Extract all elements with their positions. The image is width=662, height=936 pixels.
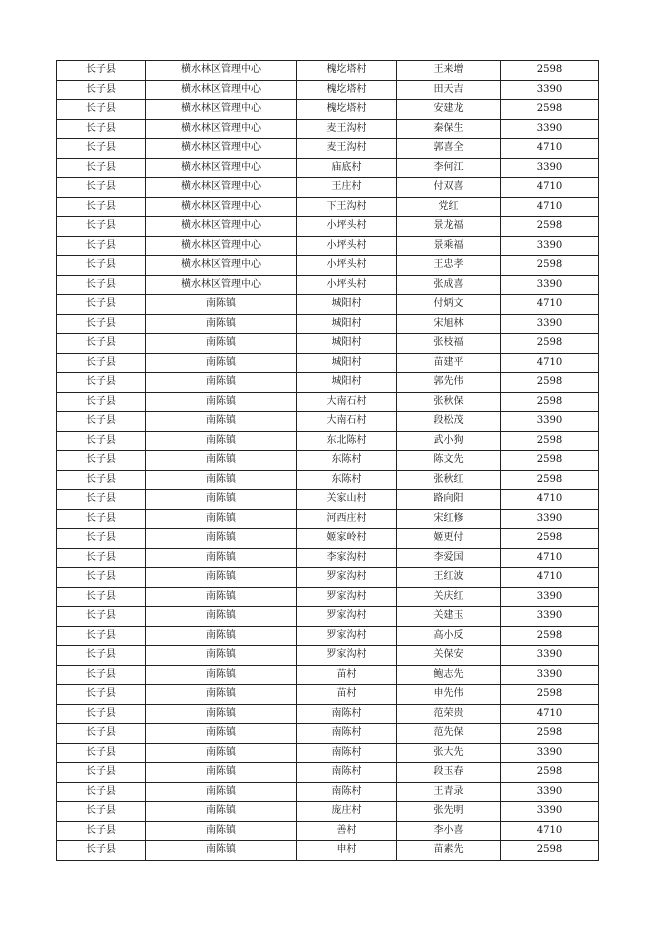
village-cell: 罗家沟村 [297, 568, 397, 588]
town-cell: 南陈镇 [146, 802, 297, 822]
table-row [57, 139, 599, 159]
name-cell: 景乘福 [397, 236, 501, 256]
county-cell: 长子县 [57, 431, 146, 451]
table-row [57, 665, 599, 685]
county-cell: 长子县 [57, 685, 146, 705]
amount-cell: 3390 [501, 275, 599, 295]
village-cell: 罗家沟村 [297, 587, 397, 607]
amount-cell: 3390 [501, 587, 599, 607]
roster-table [56, 60, 599, 861]
town-cell: 南陈镇 [146, 451, 297, 471]
county-cell: 长子县 [57, 353, 146, 373]
county-cell: 长子县 [57, 139, 146, 159]
county-cell: 长子县 [57, 782, 146, 802]
table-row [57, 178, 599, 198]
amount-cell: 2598 [501, 451, 599, 471]
table-row [57, 314, 599, 334]
amount-cell: 2598 [501, 763, 599, 783]
county-cell: 长子县 [57, 412, 146, 432]
table-row [57, 470, 599, 490]
table-row [57, 61, 599, 81]
town-cell: 南陈镇 [146, 353, 297, 373]
name-cell: 宋旭林 [397, 314, 501, 334]
table-row [57, 529, 599, 549]
amount-cell: 4710 [501, 490, 599, 510]
roster-table-body [57, 61, 599, 861]
village-cell: 罗家沟村 [297, 607, 397, 627]
village-cell: 小坪头村 [297, 275, 397, 295]
village-cell: 王庄村 [297, 178, 397, 198]
town-cell: 南陈镇 [146, 724, 297, 744]
name-cell: 张秋红 [397, 470, 501, 490]
name-cell: 张秋保 [397, 392, 501, 412]
amount-cell: 3390 [501, 802, 599, 822]
table-row [57, 100, 599, 120]
town-cell: 横水林区管理中心 [146, 119, 297, 139]
name-cell: 高小反 [397, 626, 501, 646]
county-cell: 长子县 [57, 704, 146, 724]
name-cell: 关庆红 [397, 587, 501, 607]
name-cell: 段玉春 [397, 763, 501, 783]
village-cell: 河西庄村 [297, 509, 397, 529]
town-cell: 南陈镇 [146, 782, 297, 802]
county-cell: 长子县 [57, 295, 146, 315]
town-cell: 南陈镇 [146, 607, 297, 627]
amount-cell: 2598 [501, 256, 599, 276]
name-cell: 段松茂 [397, 412, 501, 432]
town-cell: 南陈镇 [146, 529, 297, 549]
name-cell: 姬更付 [397, 529, 501, 549]
county-cell: 长子县 [57, 392, 146, 412]
county-cell: 长子县 [57, 646, 146, 666]
county-cell: 长子县 [57, 724, 146, 744]
county-cell: 长子县 [57, 607, 146, 627]
name-cell: 王青录 [397, 782, 501, 802]
name-cell: 李爱国 [397, 548, 501, 568]
town-cell: 南陈镇 [146, 490, 297, 510]
name-cell: 张先明 [397, 802, 501, 822]
village-cell: 关家山村 [297, 490, 397, 510]
name-cell: 付双喜 [397, 178, 501, 198]
table-row [57, 217, 599, 237]
amount-cell: 2598 [501, 841, 599, 861]
village-cell: 下王沟村 [297, 197, 397, 217]
table-row [57, 607, 599, 627]
village-cell: 李家沟村 [297, 548, 397, 568]
name-cell: 关保安 [397, 646, 501, 666]
name-cell: 范先保 [397, 724, 501, 744]
county-cell: 长子县 [57, 763, 146, 783]
table-row [57, 490, 599, 510]
village-cell: 大南石村 [297, 392, 397, 412]
name-cell: 苗建平 [397, 353, 501, 373]
amount-cell: 3390 [501, 80, 599, 100]
amount-cell: 3390 [501, 782, 599, 802]
name-cell: 安建龙 [397, 100, 501, 120]
table-row [57, 568, 599, 588]
table-row [57, 724, 599, 744]
town-cell: 横水林区管理中心 [146, 61, 297, 81]
village-cell: 南陈村 [297, 743, 397, 763]
amount-cell: 2598 [501, 626, 599, 646]
village-cell: 罗家沟村 [297, 646, 397, 666]
county-cell: 长子县 [57, 548, 146, 568]
amount-cell: 2598 [501, 685, 599, 705]
town-cell: 南陈镇 [146, 704, 297, 724]
name-cell: 党红 [397, 197, 501, 217]
town-cell: 横水林区管理中心 [146, 217, 297, 237]
county-cell: 长子县 [57, 743, 146, 763]
name-cell: 申先伟 [397, 685, 501, 705]
county-cell: 长子县 [57, 61, 146, 81]
table-row [57, 275, 599, 295]
town-cell: 南陈镇 [146, 685, 297, 705]
amount-cell: 3390 [501, 236, 599, 256]
name-cell: 李小喜 [397, 821, 501, 841]
amount-cell: 4710 [501, 353, 599, 373]
town-cell: 南陈镇 [146, 743, 297, 763]
table-row [57, 412, 599, 432]
county-cell: 长子县 [57, 100, 146, 120]
village-cell: 善村 [297, 821, 397, 841]
village-cell: 东陈村 [297, 470, 397, 490]
village-cell: 庞庄村 [297, 802, 397, 822]
amount-cell: 4710 [501, 139, 599, 159]
name-cell: 秦保生 [397, 119, 501, 139]
town-cell: 南陈镇 [146, 314, 297, 334]
county-cell: 长子县 [57, 178, 146, 198]
table-row [57, 353, 599, 373]
village-cell: 庙底村 [297, 158, 397, 178]
town-cell: 南陈镇 [146, 470, 297, 490]
table-row [57, 256, 599, 276]
table-row [57, 685, 599, 705]
county-cell: 长子县 [57, 568, 146, 588]
name-cell: 李何江 [397, 158, 501, 178]
amount-cell: 4710 [501, 197, 599, 217]
table-row [57, 236, 599, 256]
table-row [57, 802, 599, 822]
amount-cell: 3390 [501, 743, 599, 763]
town-cell: 横水林区管理中心 [146, 158, 297, 178]
town-cell: 横水林区管理中心 [146, 100, 297, 120]
county-cell: 长子县 [57, 587, 146, 607]
amount-cell: 2598 [501, 431, 599, 451]
amount-cell: 3390 [501, 314, 599, 334]
village-cell: 南陈村 [297, 782, 397, 802]
name-cell: 郭喜全 [397, 139, 501, 159]
town-cell: 南陈镇 [146, 841, 297, 861]
county-cell: 长子县 [57, 119, 146, 139]
amount-cell: 4710 [501, 821, 599, 841]
county-cell: 长子县 [57, 665, 146, 685]
county-cell: 长子县 [57, 470, 146, 490]
table-row [57, 119, 599, 139]
town-cell: 南陈镇 [146, 665, 297, 685]
county-cell: 长子县 [57, 334, 146, 354]
amount-cell: 4710 [501, 704, 599, 724]
county-cell: 长子县 [57, 314, 146, 334]
village-cell: 小坪头村 [297, 256, 397, 276]
table-row [57, 763, 599, 783]
village-cell: 小坪头村 [297, 217, 397, 237]
town-cell: 南陈镇 [146, 412, 297, 432]
town-cell: 南陈镇 [146, 509, 297, 529]
village-cell: 城阳村 [297, 295, 397, 315]
table-row [57, 704, 599, 724]
county-cell: 长子县 [57, 256, 146, 276]
table-row [57, 158, 599, 178]
town-cell: 横水林区管理中心 [146, 80, 297, 100]
table-row [57, 334, 599, 354]
town-cell: 横水林区管理中心 [146, 178, 297, 198]
town-cell: 南陈镇 [146, 763, 297, 783]
table-row [57, 626, 599, 646]
village-cell: 南陈村 [297, 704, 397, 724]
village-cell: 小坪头村 [297, 236, 397, 256]
village-cell: 大南石村 [297, 412, 397, 432]
amount-cell: 2598 [501, 529, 599, 549]
county-cell: 长子县 [57, 197, 146, 217]
county-cell: 长子县 [57, 373, 146, 393]
town-cell: 南陈镇 [146, 646, 297, 666]
county-cell: 长子县 [57, 217, 146, 237]
amount-cell: 2598 [501, 334, 599, 354]
county-cell: 长子县 [57, 802, 146, 822]
table-row [57, 451, 599, 471]
village-cell: 申村 [297, 841, 397, 861]
amount-cell: 3390 [501, 119, 599, 139]
amount-cell: 2598 [501, 470, 599, 490]
county-cell: 长子县 [57, 509, 146, 529]
name-cell: 范荣贵 [397, 704, 501, 724]
name-cell: 鲍志先 [397, 665, 501, 685]
name-cell: 张成喜 [397, 275, 501, 295]
town-cell: 南陈镇 [146, 626, 297, 646]
name-cell: 武小狗 [397, 431, 501, 451]
village-cell: 南陈村 [297, 724, 397, 744]
table-row [57, 587, 599, 607]
county-cell: 长子县 [57, 236, 146, 256]
village-cell: 苗村 [297, 665, 397, 685]
name-cell: 关建玉 [397, 607, 501, 627]
village-cell: 姬家岭村 [297, 529, 397, 549]
town-cell: 横水林区管理中心 [146, 236, 297, 256]
village-cell: 南陈村 [297, 763, 397, 783]
amount-cell: 3390 [501, 646, 599, 666]
table-row [57, 197, 599, 217]
town-cell: 横水林区管理中心 [146, 197, 297, 217]
table-row [57, 841, 599, 861]
town-cell: 南陈镇 [146, 295, 297, 315]
table-row [57, 782, 599, 802]
village-cell: 罗家沟村 [297, 626, 397, 646]
town-cell: 南陈镇 [146, 392, 297, 412]
amount-cell: 4710 [501, 178, 599, 198]
table-row [57, 431, 599, 451]
amount-cell: 2598 [501, 61, 599, 81]
town-cell: 南陈镇 [146, 568, 297, 588]
village-cell: 城阳村 [297, 373, 397, 393]
town-cell: 南陈镇 [146, 373, 297, 393]
name-cell: 王忠孝 [397, 256, 501, 276]
name-cell: 张大先 [397, 743, 501, 763]
county-cell: 长子县 [57, 490, 146, 510]
amount-cell: 3390 [501, 412, 599, 432]
table-row [57, 548, 599, 568]
county-cell: 长子县 [57, 821, 146, 841]
town-cell: 南陈镇 [146, 548, 297, 568]
town-cell: 横水林区管理中心 [146, 256, 297, 276]
town-cell: 南陈镇 [146, 334, 297, 354]
county-cell: 长子县 [57, 158, 146, 178]
name-cell: 王来增 [397, 61, 501, 81]
name-cell: 王红波 [397, 568, 501, 588]
amount-cell: 3390 [501, 665, 599, 685]
village-cell: 东北陈村 [297, 431, 397, 451]
county-cell: 长子县 [57, 275, 146, 295]
name-cell: 田天吉 [397, 80, 501, 100]
village-cell: 城阳村 [297, 353, 397, 373]
town-cell: 南陈镇 [146, 587, 297, 607]
amount-cell: 3390 [501, 509, 599, 529]
amount-cell: 3390 [501, 607, 599, 627]
amount-cell: 2598 [501, 373, 599, 393]
village-cell: 麦王沟村 [297, 139, 397, 159]
name-cell: 郭先伟 [397, 373, 501, 393]
amount-cell: 2598 [501, 100, 599, 120]
table-row [57, 392, 599, 412]
name-cell: 苗素先 [397, 841, 501, 861]
county-cell: 长子县 [57, 80, 146, 100]
village-cell: 槐圪塔村 [297, 61, 397, 81]
name-cell: 宋红修 [397, 509, 501, 529]
amount-cell: 2598 [501, 217, 599, 237]
table-row [57, 646, 599, 666]
amount-cell: 4710 [501, 568, 599, 588]
village-cell: 槐圪塔村 [297, 80, 397, 100]
name-cell: 陈文先 [397, 451, 501, 471]
amount-cell: 4710 [501, 548, 599, 568]
table-row [57, 509, 599, 529]
name-cell: 付炳文 [397, 295, 501, 315]
amount-cell: 2598 [501, 392, 599, 412]
table-row [57, 373, 599, 393]
village-cell: 苗村 [297, 685, 397, 705]
village-cell: 麦王沟村 [297, 119, 397, 139]
amount-cell: 2598 [501, 724, 599, 744]
village-cell: 城阳村 [297, 314, 397, 334]
table-row [57, 80, 599, 100]
name-cell: 路向阳 [397, 490, 501, 510]
name-cell: 张枝福 [397, 334, 501, 354]
village-cell: 槐圪塔村 [297, 100, 397, 120]
amount-cell: 4710 [501, 295, 599, 315]
county-cell: 长子县 [57, 529, 146, 549]
town-cell: 南陈镇 [146, 431, 297, 451]
village-cell: 东陈村 [297, 451, 397, 471]
village-cell: 城阳村 [297, 334, 397, 354]
county-cell: 长子县 [57, 451, 146, 471]
table-row [57, 821, 599, 841]
town-cell: 横水林区管理中心 [146, 275, 297, 295]
county-cell: 长子县 [57, 841, 146, 861]
name-cell: 景龙福 [397, 217, 501, 237]
town-cell: 南陈镇 [146, 821, 297, 841]
amount-cell: 3390 [501, 158, 599, 178]
table-row [57, 743, 599, 763]
town-cell: 横水林区管理中心 [146, 139, 297, 159]
table-row [57, 295, 599, 315]
county-cell: 长子县 [57, 626, 146, 646]
